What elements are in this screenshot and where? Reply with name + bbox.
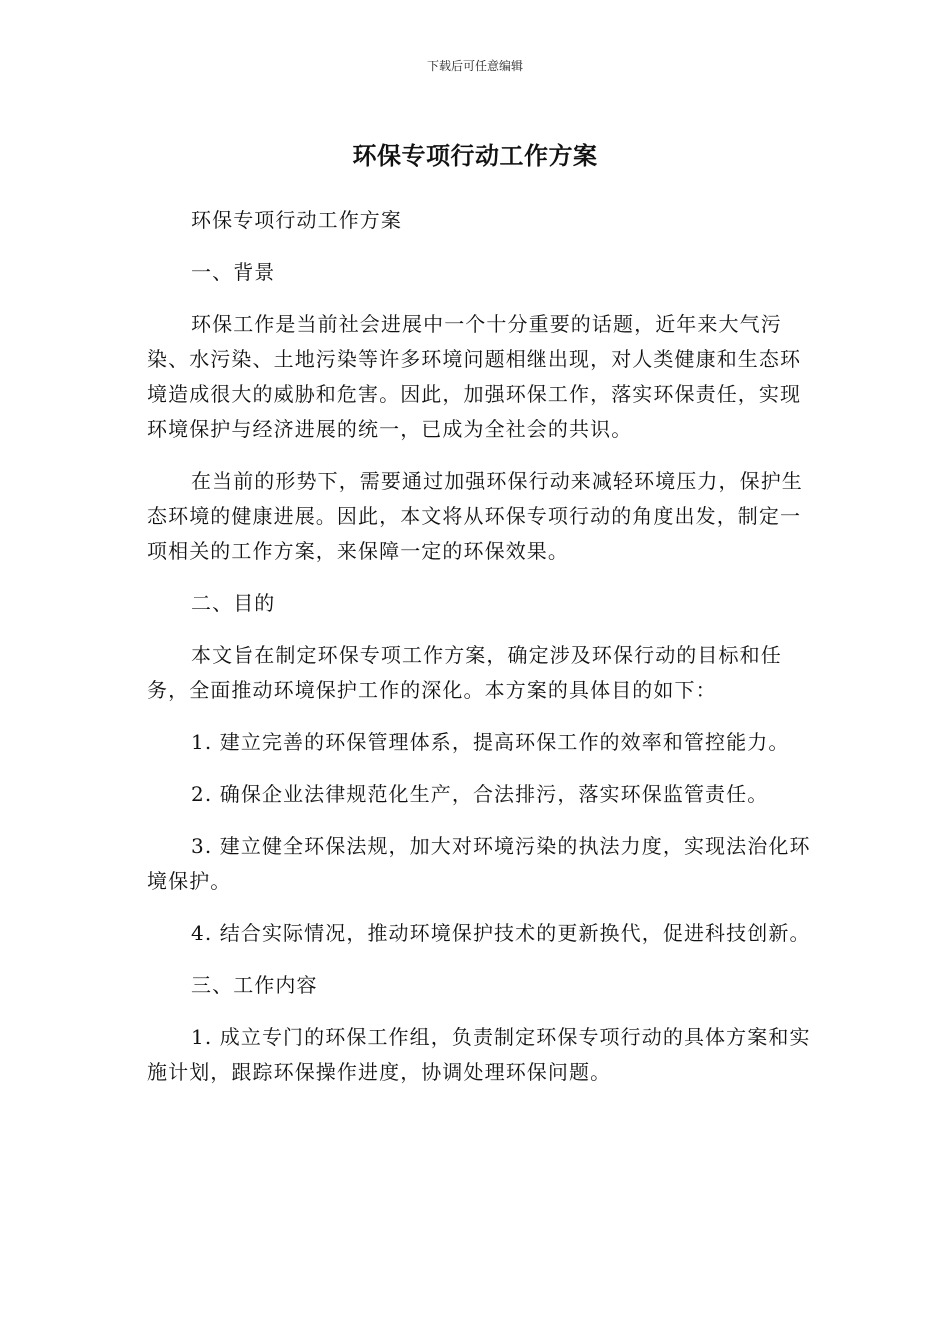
section-heading-purpose: 二、目的 xyxy=(191,591,276,615)
purpose-item-2: 2. 确保企业法律规范化生产，合法排污，落实环保监管责任。 xyxy=(191,782,769,806)
subtitle-paragraph: 环保专项行动工作方案 xyxy=(191,208,402,232)
purpose-item-1: 1. 建立完善的环保管理体系，提高环保工作的效率和管控能力。 xyxy=(191,730,790,754)
purpose-paragraph: 本文旨在制定环保专项工作方案，确定涉及环保行动的目标和任务，全面推动环境保护工作的深化。本方案的具体目的如下： xyxy=(147,643,782,702)
background-paragraph-2: 在当前的形势下，需要通过加强环保行动来减轻环境压力，保护生态环境的健康进展。因此，本文将从环保专项行动的角度出发，制定一项相关的工作方案，来保障一定的环保效果。 xyxy=(147,469,803,563)
background-paragraph-1: 环保工作是当前社会进展中一个十分重要的话题，近年来大气污染、水污染、土地污染等许多环境问题相继出现，对人类健康和生态环境造成很大的威胁和危害。因此，加强环保工作，落实环保责任，实现环境保护与经济进展的统一，已成为全社会的共识。 xyxy=(147,312,802,441)
purpose-item-3: 3. 建立健全环保法规，加大对环境污染的执法力度，实现法治化环境保护。 xyxy=(147,834,811,893)
section-heading-work-content: 三、工作内容 xyxy=(191,973,318,997)
page-header-note: 下载后可任意编辑 xyxy=(426,59,523,73)
document-body xyxy=(147,203,812,1107)
document-title: 环保专项行动工作方案 xyxy=(352,142,598,170)
section-heading-background: 一、背景 xyxy=(191,260,276,284)
purpose-item-4: 4. 结合实际情况，推动环境保护技术的更新换代，促进科技创新。 xyxy=(191,921,811,945)
work-content-item-1: 1. 成立专门的环保工作组，负责制定环保专项行动的具体方案和实施计划，跟踪环保操作进度，协调处理环保问题。 xyxy=(147,1025,811,1084)
